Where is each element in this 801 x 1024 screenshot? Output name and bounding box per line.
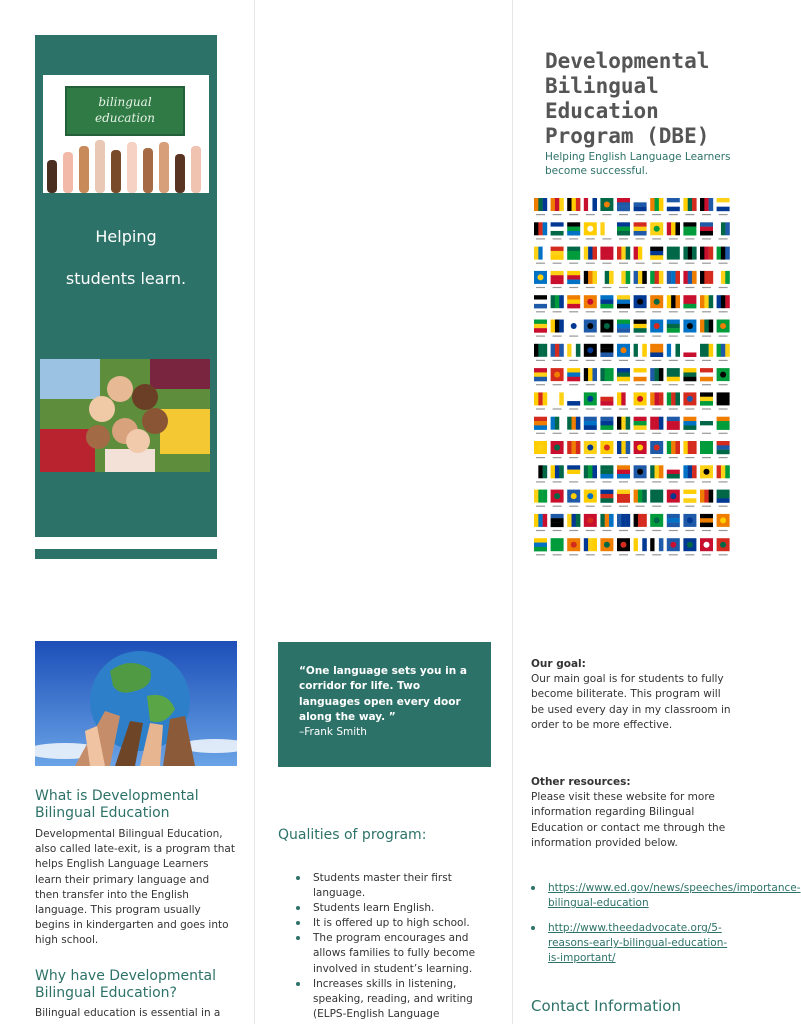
flag <box>650 320 663 337</box>
flag <box>534 344 547 361</box>
quote-box <box>278 642 491 767</box>
flag <box>650 514 663 531</box>
flag <box>567 247 580 264</box>
flag <box>650 538 663 555</box>
flag <box>650 465 663 482</box>
flag <box>683 417 696 434</box>
flag <box>717 514 730 531</box>
flag <box>717 344 730 361</box>
flag <box>534 490 547 507</box>
flag <box>567 271 580 288</box>
brochure-subtitle: Helping English Language Learners become successful. <box>545 151 731 177</box>
flag <box>700 368 713 385</box>
flag <box>567 514 580 531</box>
flag <box>667 320 680 337</box>
flag <box>634 538 647 555</box>
flag <box>567 320 580 337</box>
goal-body: Our main goal is for students to fully become biliterate. This program will be used every day in my classroom in order to be more effective. <box>531 673 731 731</box>
flag <box>584 368 597 385</box>
flag <box>567 222 580 239</box>
list-item: Students learn English. <box>313 901 488 916</box>
flag <box>717 465 730 482</box>
flag <box>717 271 730 288</box>
flag <box>551 417 564 434</box>
flag <box>667 271 680 288</box>
flag <box>600 222 613 239</box>
flag <box>551 271 564 288</box>
flag <box>634 514 647 531</box>
flag <box>700 538 713 555</box>
flag <box>584 538 597 555</box>
flag <box>617 295 630 312</box>
flag <box>667 490 680 507</box>
list-item: The program encourages and allows families to fully become involved in student’s learning. <box>313 931 488 976</box>
chalkboard-word-1: bilingual <box>98 95 152 109</box>
flag <box>650 441 663 458</box>
list-item <box>548 921 734 966</box>
flag <box>617 441 630 458</box>
flag <box>584 392 597 409</box>
flag <box>567 392 580 409</box>
flag <box>634 441 647 458</box>
flag <box>683 538 696 555</box>
flag <box>567 198 580 215</box>
flag <box>584 271 597 288</box>
flag <box>700 344 713 361</box>
quote-text: “One language sets you in a corridor for life. Two languages open every door along the way. ” <box>299 665 467 723</box>
flag <box>534 514 547 531</box>
flag <box>600 247 613 264</box>
flag <box>700 417 713 434</box>
flag <box>567 344 580 361</box>
list-item: It is offered up to high school. <box>313 916 488 931</box>
flag <box>683 441 696 458</box>
flag <box>567 295 580 312</box>
cover-tagline-line-2: students learn. <box>65 269 187 288</box>
fold-line-1 <box>254 0 255 1024</box>
flag <box>534 465 547 482</box>
flag <box>584 417 597 434</box>
flag <box>600 441 613 458</box>
flag <box>717 198 730 215</box>
flag <box>634 222 647 239</box>
flag <box>617 490 630 507</box>
flag <box>717 320 730 337</box>
flag <box>534 368 547 385</box>
flag <box>650 222 663 239</box>
flag <box>617 417 630 434</box>
flag <box>650 344 663 361</box>
qualities-heading: Qualities of program: <box>278 827 427 843</box>
globe-hands-photo <box>35 641 237 766</box>
flag <box>717 222 730 239</box>
flag <box>534 271 547 288</box>
flag <box>634 490 647 507</box>
flag <box>584 198 597 215</box>
flag <box>634 344 647 361</box>
flag <box>667 247 680 264</box>
flag <box>650 368 663 385</box>
flag <box>600 368 613 385</box>
flag <box>584 514 597 531</box>
chalkboard-word-2: education <box>95 111 155 125</box>
flag <box>683 465 696 482</box>
flag <box>617 320 630 337</box>
flag <box>600 417 613 434</box>
flag <box>700 441 713 458</box>
flag <box>551 247 564 264</box>
flag <box>667 295 680 312</box>
flag <box>634 465 647 482</box>
flag <box>551 368 564 385</box>
flag <box>617 198 630 215</box>
flag <box>683 490 696 507</box>
flag <box>567 417 580 434</box>
fold-line-2 <box>512 0 513 1024</box>
flag <box>700 198 713 215</box>
flag <box>717 441 730 458</box>
flag <box>617 271 630 288</box>
flag <box>534 417 547 434</box>
flag <box>617 222 630 239</box>
title-line-4: Program (DBE) <box>545 124 710 148</box>
flag <box>617 368 630 385</box>
why-have-body: Bilingual education is essential in a <box>35 1007 221 1019</box>
flag <box>534 441 547 458</box>
flag <box>683 392 696 409</box>
flag <box>650 417 663 434</box>
flag <box>534 538 547 555</box>
bilingual-education-image <box>43 75 209 193</box>
flag <box>634 392 647 409</box>
flag <box>617 344 630 361</box>
flag <box>667 344 680 361</box>
flag <box>584 344 597 361</box>
flag <box>600 392 613 409</box>
flag <box>634 368 647 385</box>
title-line-2: Bilingual <box>545 74 659 98</box>
flag <box>717 368 730 385</box>
flag <box>650 198 663 215</box>
qualities-list <box>313 871 488 1022</box>
flag <box>683 344 696 361</box>
what-is-body: Developmental Bilingual Education, also called late-exit, is a program that helps English Language Learners learn their primary language and then transfer into the English language. This program usually begins in kindergarten and goes into high school. <box>35 828 235 947</box>
flag <box>700 295 713 312</box>
flag <box>717 417 730 434</box>
flag <box>567 538 580 555</box>
flag <box>667 441 680 458</box>
flag <box>600 320 613 337</box>
flag <box>551 490 564 507</box>
flag <box>600 344 613 361</box>
flag <box>717 538 730 555</box>
flag <box>634 295 647 312</box>
flag <box>584 295 597 312</box>
flag <box>667 417 680 434</box>
flag <box>600 465 613 482</box>
flag <box>600 490 613 507</box>
flag <box>617 514 630 531</box>
flag <box>700 247 713 264</box>
title-line-3: Education <box>545 99 659 123</box>
list-item: Students master their first language. <box>313 871 488 901</box>
flag <box>683 222 696 239</box>
brochure-title <box>545 49 745 149</box>
flag <box>650 490 663 507</box>
flag <box>667 392 680 409</box>
flag <box>567 490 580 507</box>
flag <box>600 538 613 555</box>
world-flags-image <box>533 196 733 561</box>
flag <box>667 465 680 482</box>
resources-section <box>531 775 736 851</box>
flag <box>717 247 730 264</box>
flag <box>634 247 647 264</box>
flag <box>650 271 663 288</box>
flag <box>667 222 680 239</box>
flag <box>667 538 680 555</box>
flag <box>600 514 613 531</box>
flag <box>534 222 547 239</box>
flag <box>534 295 547 312</box>
list-item <box>548 881 801 911</box>
flag <box>551 538 564 555</box>
flag <box>650 247 663 264</box>
flag <box>551 344 564 361</box>
flag <box>617 538 630 555</box>
flag <box>584 490 597 507</box>
flag <box>634 198 647 215</box>
flag <box>551 295 564 312</box>
flag <box>617 392 630 409</box>
flag <box>667 198 680 215</box>
resource-link-edadvocate[interactable]: http://www.theedadvocate.org/5-reasons-early-bilingual-education-is-important/ <box>548 922 728 965</box>
flag <box>551 320 564 337</box>
flag <box>600 198 613 215</box>
flag <box>650 295 663 312</box>
flag <box>634 320 647 337</box>
chalkboard-text <box>67 94 183 126</box>
flag <box>717 490 730 507</box>
flag <box>551 222 564 239</box>
flag <box>584 222 597 239</box>
flag <box>683 247 696 264</box>
flag <box>600 295 613 312</box>
list-item: Increases skills in listening, speaking, reading, and writing (ELPS-English Language <box>313 977 488 1022</box>
title-line-1: Developmental <box>545 49 710 73</box>
flag <box>534 392 547 409</box>
resource-link-ed-gov[interactable]: https://www.ed.gov/news/speeches/importance-bilingual-education <box>548 882 801 910</box>
flag <box>700 222 713 239</box>
flag <box>683 320 696 337</box>
flag <box>567 441 580 458</box>
flag <box>584 320 597 337</box>
children-photo <box>40 359 210 472</box>
goal-label: Our goal: <box>531 658 586 670</box>
flag <box>551 198 564 215</box>
goal-section <box>531 657 736 733</box>
flag <box>667 514 680 531</box>
resource-links <box>548 881 801 976</box>
flag <box>617 247 630 264</box>
why-have-heading: Why have Developmental Bilingual Education? <box>35 968 216 1001</box>
flag <box>534 320 547 337</box>
flag <box>551 441 564 458</box>
what-is-heading: What is Developmental Bilingual Education <box>35 788 199 821</box>
flag <box>683 295 696 312</box>
flag <box>683 514 696 531</box>
flag <box>584 465 597 482</box>
flag <box>584 247 597 264</box>
flag <box>634 271 647 288</box>
quote-author: –Frank Smith <box>299 726 367 739</box>
cover-accent-bar <box>35 549 217 559</box>
flag <box>717 295 730 312</box>
flag <box>700 465 713 482</box>
flag <box>551 465 564 482</box>
chalkboard <box>65 86 185 136</box>
cover-tagline-line-1: Helping <box>95 227 157 246</box>
flag <box>567 465 580 482</box>
flag <box>634 417 647 434</box>
flag <box>650 392 663 409</box>
flag <box>534 198 547 215</box>
flag <box>567 368 580 385</box>
flag <box>683 198 696 215</box>
flag <box>551 392 564 409</box>
flag <box>683 271 696 288</box>
flag <box>717 392 730 409</box>
flag <box>700 271 713 288</box>
flag <box>700 490 713 507</box>
flag <box>700 514 713 531</box>
flag <box>667 368 680 385</box>
flag <box>551 514 564 531</box>
contact-heading: Contact Information <box>531 997 681 1015</box>
raised-hands-illustration <box>43 138 209 193</box>
flag <box>700 320 713 337</box>
flag <box>600 271 613 288</box>
flag <box>700 392 713 409</box>
resources-label: Other resources: <box>531 776 631 788</box>
flag <box>617 465 630 482</box>
flag <box>584 441 597 458</box>
flag <box>534 247 547 264</box>
flag <box>683 368 696 385</box>
resources-body: Please visit these website for more information regarding Bilingual Education or contact me through the information provided below. <box>531 791 726 849</box>
